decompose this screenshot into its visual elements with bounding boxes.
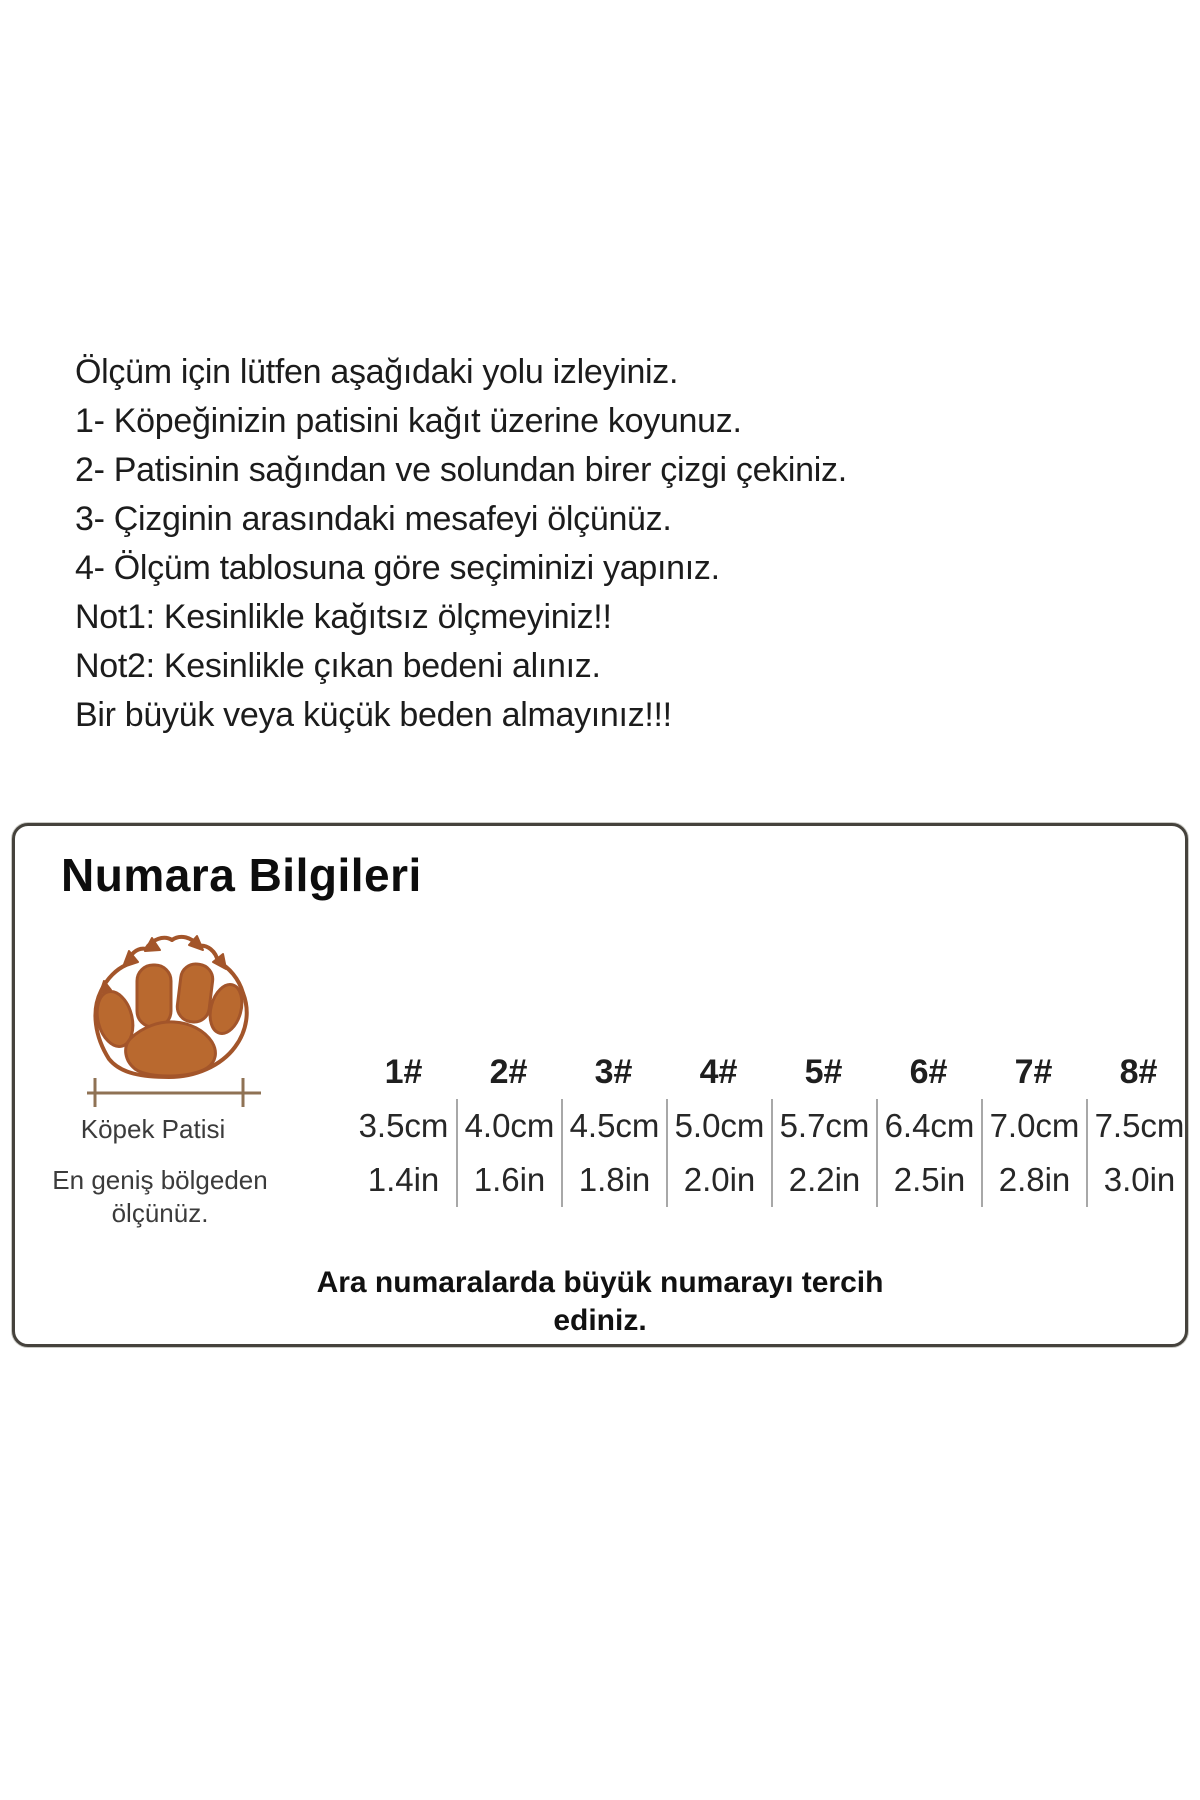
size-table bbox=[351, 1045, 1191, 1207]
instruction-line: Ölçüm için lütfen aşağıdaki yolu izleyiniz. bbox=[75, 353, 679, 391]
size-header-cell: 2# bbox=[489, 1052, 528, 1091]
inch-cell: 1.6in bbox=[456, 1153, 561, 1207]
inch-cell: 2.0in bbox=[666, 1153, 771, 1207]
instruction-line: 1- Köpeğinizin patisini kağıt üzerine koyunuz. bbox=[75, 402, 742, 440]
paw-measure-note-line2: ölçünüz. bbox=[111, 1198, 209, 1228]
size-header-cell: 3# bbox=[594, 1052, 633, 1091]
size-table-header-row bbox=[351, 1045, 1191, 1099]
instruction-line: Bir büyük veya küçük beden almayınız!!! bbox=[75, 696, 672, 734]
inch-cell: 3.0in bbox=[1086, 1153, 1191, 1207]
intermediate-size-note-line1: Ara numaralarda büyük numarayı tercih bbox=[316, 1266, 884, 1299]
inch-cell: 2.2in bbox=[771, 1153, 876, 1207]
cm-cell: 3.5cm bbox=[358, 1107, 449, 1144]
inch-cell: 1.8in bbox=[561, 1153, 666, 1207]
size-header-cell: 6# bbox=[909, 1052, 948, 1091]
measurement-instructions bbox=[75, 348, 847, 740]
instruction-line: 2- Patisinin sağından ve solundan birer çizgi çekiniz. bbox=[75, 451, 847, 489]
inch-cell: 2.8in bbox=[981, 1153, 1086, 1207]
size-header-cell: 5# bbox=[804, 1052, 843, 1091]
cm-cell: 7.5cm bbox=[1086, 1099, 1191, 1153]
paw-width-measure-line bbox=[87, 1078, 261, 1107]
size-header-cell: 1# bbox=[384, 1052, 423, 1091]
size-table-inch-row bbox=[351, 1153, 1191, 1207]
size-table-cm-row bbox=[351, 1099, 1191, 1153]
instruction-line: 3- Çizginin arasındaki mesafeyi ölçünüz. bbox=[75, 500, 672, 538]
paw-measure-note bbox=[35, 1164, 285, 1230]
intermediate-size-note-line2: ediniz. bbox=[553, 1304, 647, 1337]
inch-cell: 2.5in bbox=[876, 1153, 981, 1207]
instruction-line: Not1: Kesinlikle kağıtsız ölçmeyiniz!! bbox=[75, 598, 612, 636]
size-header-cell: 8# bbox=[1119, 1052, 1158, 1091]
size-header-cell: 4# bbox=[699, 1052, 738, 1091]
size-header-cell: 7# bbox=[1014, 1052, 1053, 1091]
cm-cell: 6.4cm bbox=[876, 1099, 981, 1153]
inch-cell: 1.4in bbox=[367, 1161, 440, 1198]
instruction-line: 4- Ölçüm tablosuna göre seçiminizi yapınız. bbox=[75, 549, 720, 587]
intermediate-size-note bbox=[15, 1264, 1185, 1340]
paw-measure-note-line1: En geniş bölgeden bbox=[52, 1165, 268, 1195]
size-info-box bbox=[12, 823, 1188, 1347]
cm-cell: 7.0cm bbox=[981, 1099, 1086, 1153]
cm-cell: 4.0cm bbox=[456, 1099, 561, 1153]
size-box-title: Numara Bilgileri bbox=[61, 849, 422, 901]
paw-label: Köpek Patisi bbox=[80, 1114, 226, 1144]
cm-cell: 4.5cm bbox=[561, 1099, 666, 1153]
cm-cell: 5.0cm bbox=[666, 1099, 771, 1153]
instruction-line: Not2: Kesinlikle çıkan bedeni alınız. bbox=[75, 647, 601, 685]
cm-cell: 5.7cm bbox=[771, 1099, 876, 1153]
dog-paw-icon bbox=[73, 931, 273, 1111]
